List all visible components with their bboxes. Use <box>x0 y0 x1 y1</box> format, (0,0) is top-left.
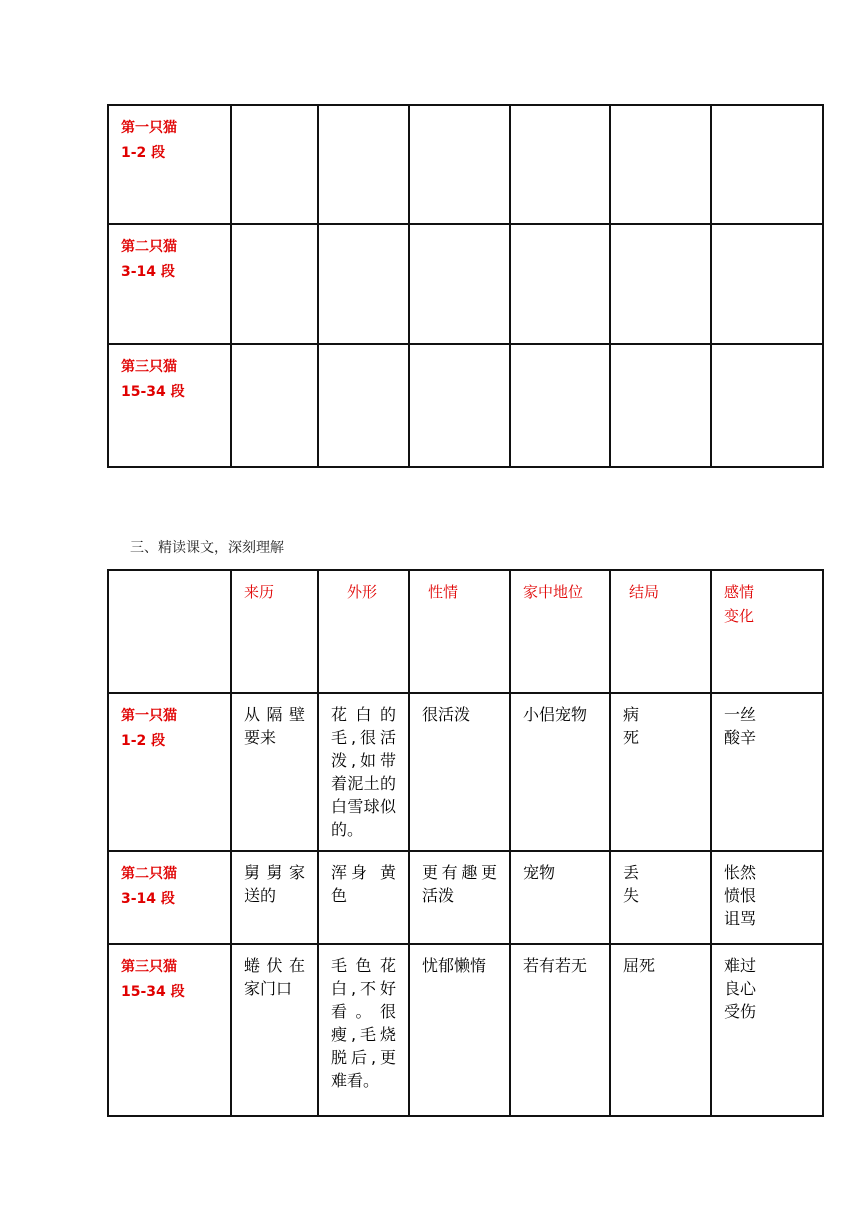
cell-appearance <box>318 944 409 1116</box>
row-label-text: 第二只猫 3-14 段 <box>121 866 177 907</box>
empty-cell <box>409 105 510 224</box>
cell-text: 丢 失 <box>623 863 640 905</box>
empty-cell <box>711 105 823 224</box>
cell-text: 小侣宠物 <box>523 705 588 724</box>
cell-feeling <box>711 944 823 1116</box>
cell-text: 难过 良心 受伤 <box>724 956 757 1021</box>
cell-text: 从隔壁要来 <box>244 705 305 747</box>
empty-cell <box>510 344 610 467</box>
empty-cell <box>318 105 409 224</box>
cell-appearance <box>318 851 409 944</box>
row-label-cat-3 <box>108 944 231 1116</box>
empty-cell <box>231 344 318 467</box>
cell-text: 若有若无 <box>523 956 588 975</box>
empty-cell <box>318 344 409 467</box>
row-label-cat-3 <box>108 344 231 467</box>
header-cell <box>409 570 510 693</box>
cell-text: 很活泼 <box>422 705 471 724</box>
empty-cell <box>610 224 711 344</box>
empty-cell <box>409 224 510 344</box>
table-row <box>108 944 823 1116</box>
cell-temperament <box>409 944 510 1116</box>
cell-origin <box>231 851 318 944</box>
empty-cell <box>610 105 711 224</box>
cell-text: 一丝 酸辛 <box>724 705 757 747</box>
empty-cell <box>711 224 823 344</box>
header-text: 外形 <box>347 583 378 601</box>
cell-ending <box>610 693 711 851</box>
cell-text: 病 死 <box>623 705 640 747</box>
row-label-text: 第二只猫 3-14 段 <box>121 239 177 280</box>
table-row <box>108 224 823 344</box>
header-text: 性情 <box>428 583 459 601</box>
table-row <box>108 851 823 944</box>
cell-text: 浑身 黄色 <box>331 863 396 905</box>
empty-cell <box>409 344 510 467</box>
row-label-text: 第三只猫 15-34 段 <box>121 359 185 400</box>
cell-text: 花白的毛,很活泼,如带着泥土的白雪球似的。 <box>331 705 396 839</box>
cell-text: 蜷伏在家门口 <box>244 956 305 998</box>
cell-ending <box>610 944 711 1116</box>
row-label-text: 第三只猫 15-34 段 <box>121 959 185 1000</box>
table-row <box>108 105 823 224</box>
cell-text: 忧郁懒惰 <box>422 956 487 975</box>
cell-text: 宠物 <box>523 863 556 882</box>
cell-temperament <box>409 693 510 851</box>
cell-text: 毛色花白,不好看。很瘦,毛烧脱后,更难看。 <box>331 956 396 1090</box>
cell-text: 更有趣更活泼 <box>422 863 497 905</box>
empty-cell <box>231 105 318 224</box>
row-label-cat-2 <box>108 851 231 944</box>
cell-appearance <box>318 693 409 851</box>
cell-text: 屈死 <box>623 956 656 975</box>
row-label-text: 第一只猫 1-2 段 <box>121 120 177 161</box>
cell-temperament <box>409 851 510 944</box>
cell-origin <box>231 693 318 851</box>
header-cell <box>510 570 610 693</box>
header-text: 感情 变化 <box>724 583 755 625</box>
empty-cell <box>610 344 711 467</box>
header-cell-empty <box>108 570 231 693</box>
table-row <box>108 693 823 851</box>
cell-text: 怅然 愤恨 诅骂 <box>724 863 757 928</box>
cell-status <box>510 944 610 1116</box>
cell-feeling <box>711 693 823 851</box>
row-label-cat-2 <box>108 224 231 344</box>
row-label-text: 第一只猫 1-2 段 <box>121 708 177 749</box>
empty-cell <box>318 224 409 344</box>
header-cell <box>711 570 823 693</box>
row-label-cat-1 <box>108 693 231 851</box>
table-row <box>108 344 823 467</box>
cell-origin <box>231 944 318 1116</box>
empty-cell <box>231 224 318 344</box>
cell-status <box>510 851 610 944</box>
cell-text: 舅舅家送的 <box>244 863 305 905</box>
summary-table-empty <box>107 104 824 468</box>
empty-cell <box>510 224 610 344</box>
empty-cell <box>510 105 610 224</box>
header-cell <box>318 570 409 693</box>
row-label-cat-1 <box>108 105 231 224</box>
analysis-table <box>107 569 824 1117</box>
header-text: 家中地位 <box>523 583 584 601</box>
empty-cell <box>711 344 823 467</box>
header-cell <box>231 570 318 693</box>
cell-status <box>510 693 610 851</box>
cell-ending <box>610 851 711 944</box>
header-text: 来历 <box>244 583 275 601</box>
header-text: 结局 <box>629 583 660 601</box>
cell-feeling <box>711 851 823 944</box>
header-cell <box>610 570 711 693</box>
section-heading: 三、精读课文，深刻理解 <box>130 540 284 556</box>
header-row <box>108 570 823 693</box>
